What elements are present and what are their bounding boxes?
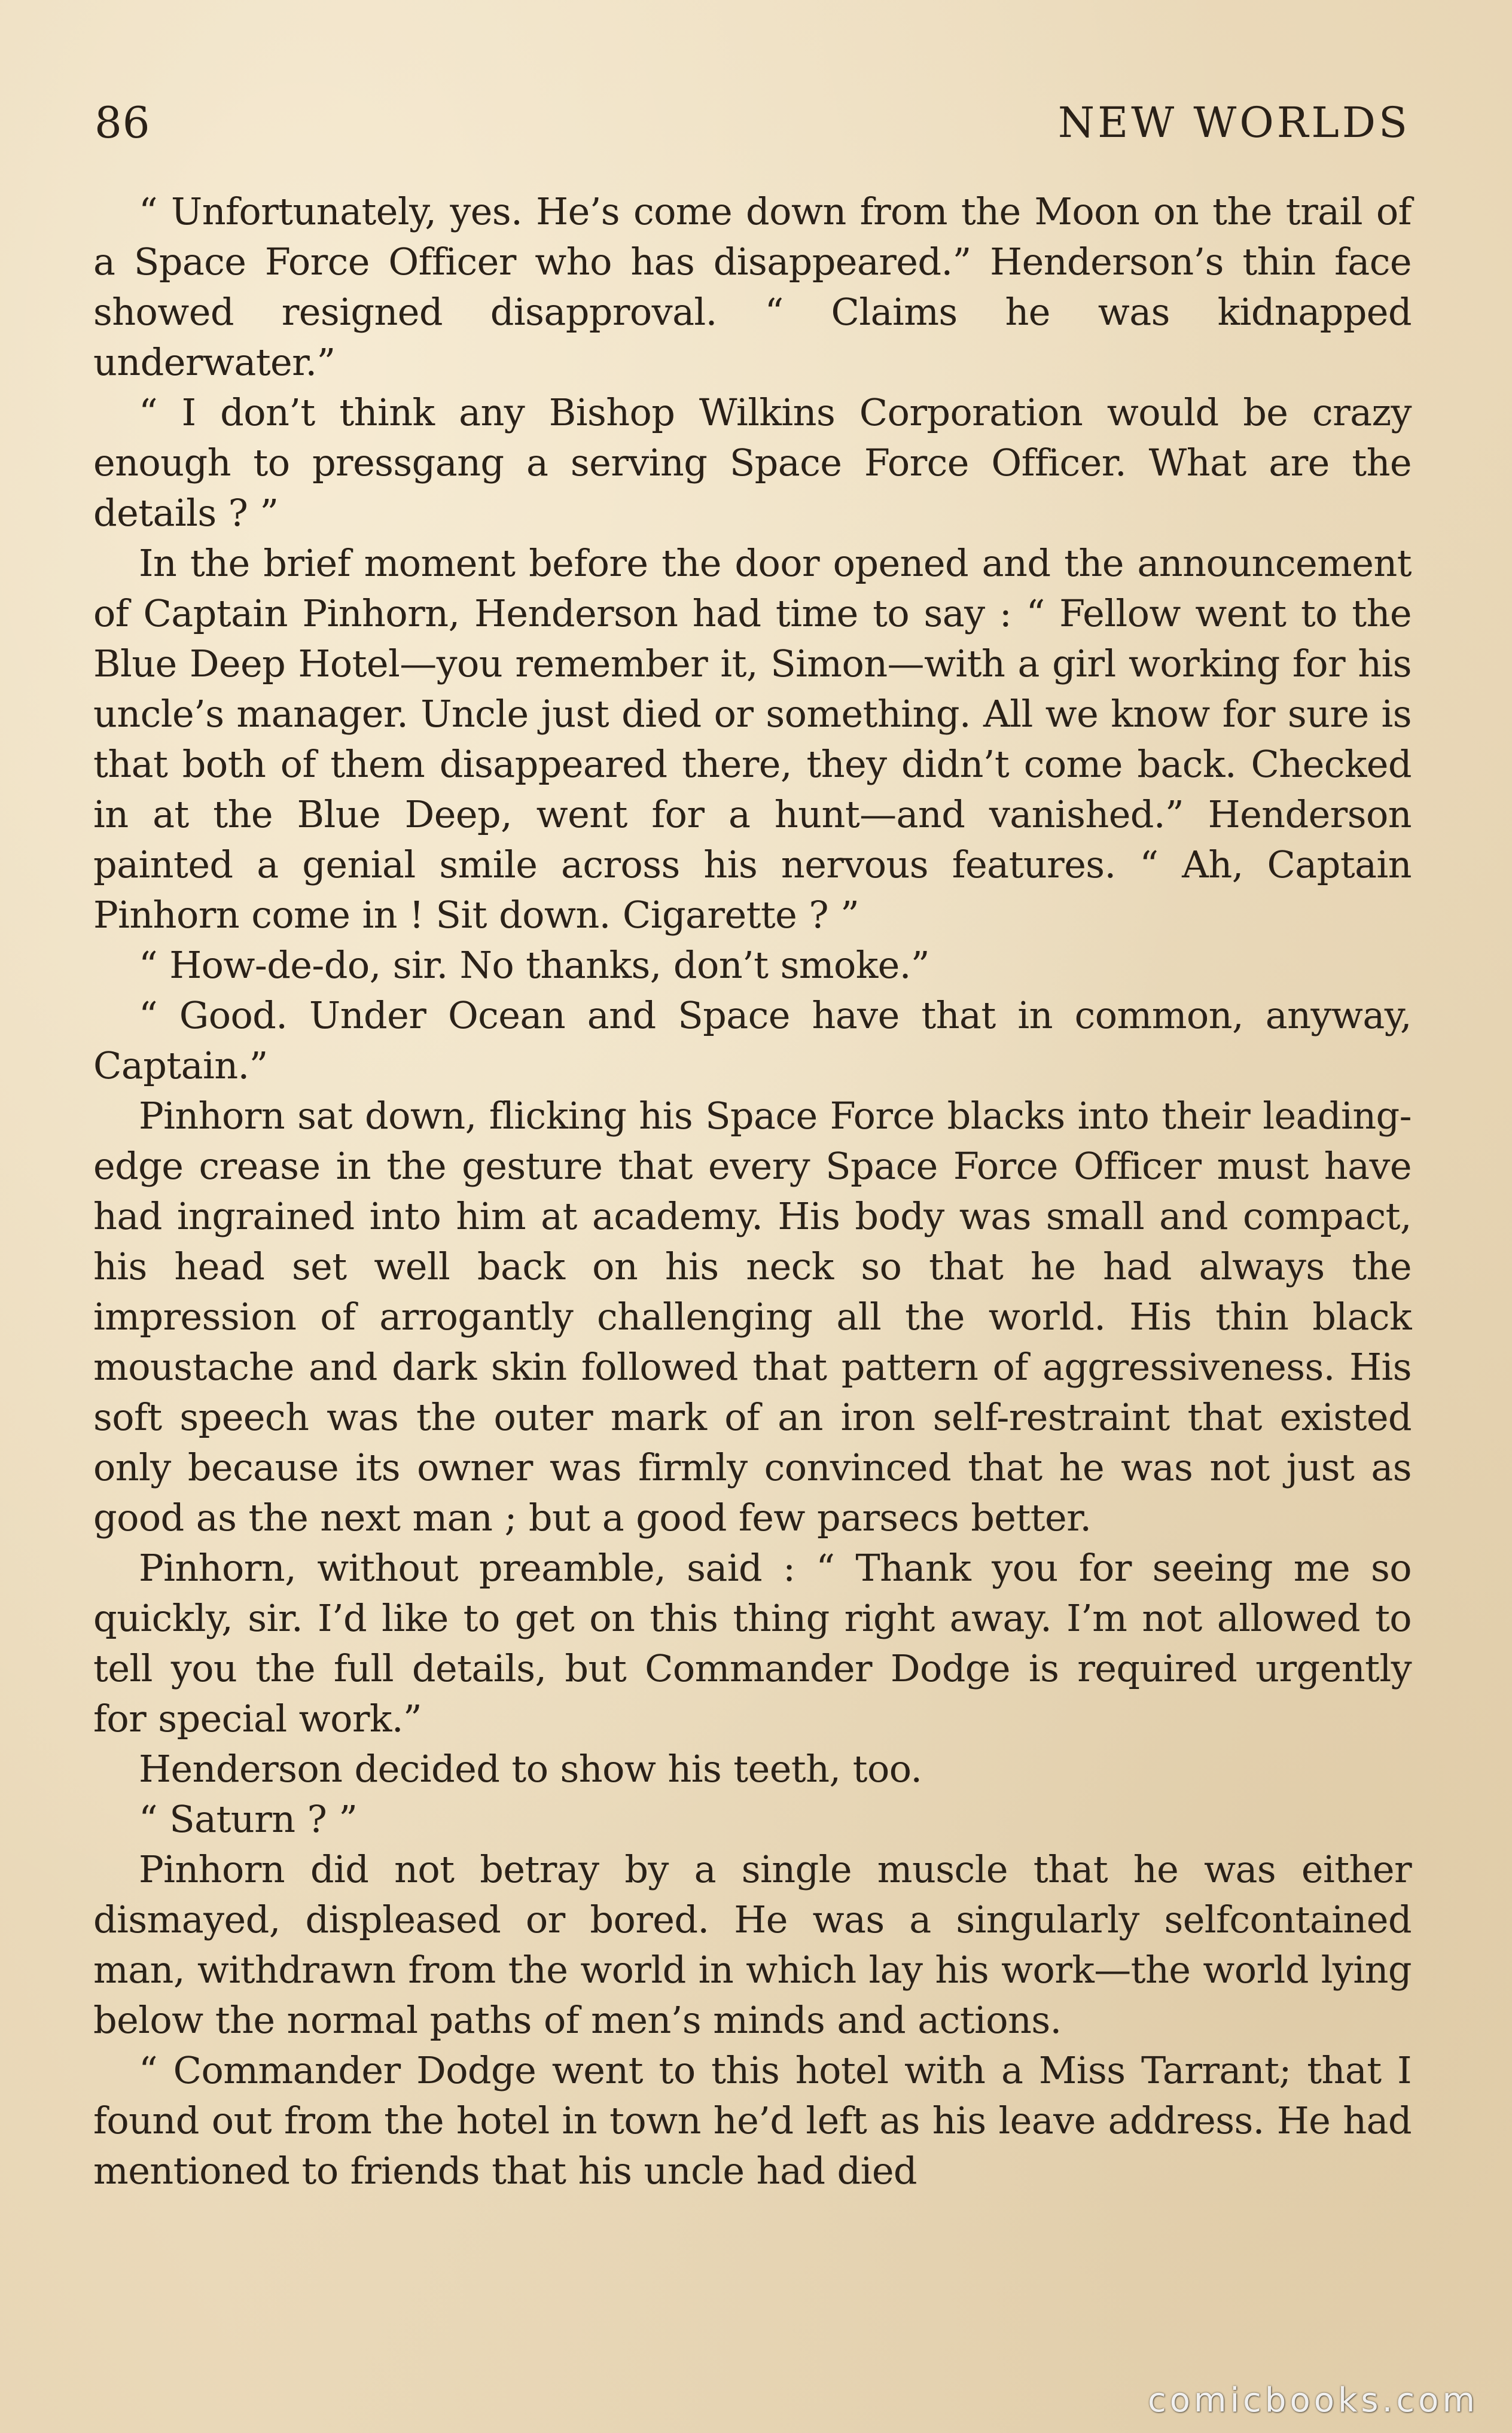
paragraph: “ Commander Dodge went to this hotel with a Miss Tarrant; that I found out from the hotel in town he’d left as his leave address. He had mentioned to friends that his uncle had died bbox=[93, 2048, 1412, 2193]
paragraph: “ Good. Under Ocean and Space have that in common, anyway, Captain.” bbox=[93, 993, 1412, 1087]
page-number: 86 bbox=[94, 97, 151, 148]
paragraph: Pinhorn, without preamble, said : “ Thank you for seeing me so quickly, sir. I’d like to get on this thing right away. I’m not allowed to tell you the full details, but Commander Dodge is required urgently for special work.” bbox=[93, 1546, 1412, 1740]
body-text bbox=[93, 187, 1412, 2196]
paragraph: Henderson decided to show his teeth, too. bbox=[139, 1747, 922, 1791]
page-header bbox=[94, 90, 1410, 156]
paragraph: In the brief moment before the door opened and the announcement of Captain Pinhorn, Henderson had time to say : “ Fellow went to the Blue Deep Hotel—you remember it, Simon—with a girl working for his uncle’s manager. Uncle just died or something. All we know for sure is that both of them disappeared there, they didn’t come back. Checked in at the Blue Deep, went for a hunt—and vanished.” Henderson painted a genial smile across his nervous features. “ Ah, Captain Pinhorn come in ! Sit down. Cigarette ? ” bbox=[93, 541, 1412, 937]
paragraph: “ How-de-do, sir. No thanks, don’t smoke.” bbox=[139, 943, 929, 987]
paragraph: “ Unfortunately, yes. He’s come down from the Moon on the trail of a Space Force Officer who has disappeared.” Henderson’s thin face showed resigned disapproval. “ Claims he was kidnapped underwater.” bbox=[93, 190, 1412, 384]
paragraph: “ Saturn ? ” bbox=[139, 1797, 358, 1841]
paragraph: Pinhorn sat down, flicking his Space Force blacks into their leading-edge crease in the gesture that every Space Force Officer must have had ingrained into him at academy. His body was small and compact, his head set well back on his neck so that he had always the impression of arrogantly challenging all the world. His thin black moustache and dark skin followed that pattern of aggressiveness. His soft speech was the outer mark of an iron self-restraint that existed only because its owner was firmly convinced that he was not just as good as the next man ; but a good few parsecs better. bbox=[93, 1094, 1412, 1539]
paragraph: “ I don’t think any Bishop Wilkins Corporation would be crazy enough to pressgang a serving Space Force Officer. What are the details ? ” bbox=[93, 391, 1412, 535]
running-head: NEW WORLDS bbox=[1057, 98, 1410, 147]
paragraph: Pinhorn did not betray by a single muscle that he was either dismayed, displeased or bored. He was a singularly selfcontained man, withdrawn from the world in which lay his work—the world lying below the normal paths of men’s minds and actions. bbox=[93, 1847, 1412, 2042]
watermark: comicbooks.com bbox=[1147, 2381, 1479, 2420]
